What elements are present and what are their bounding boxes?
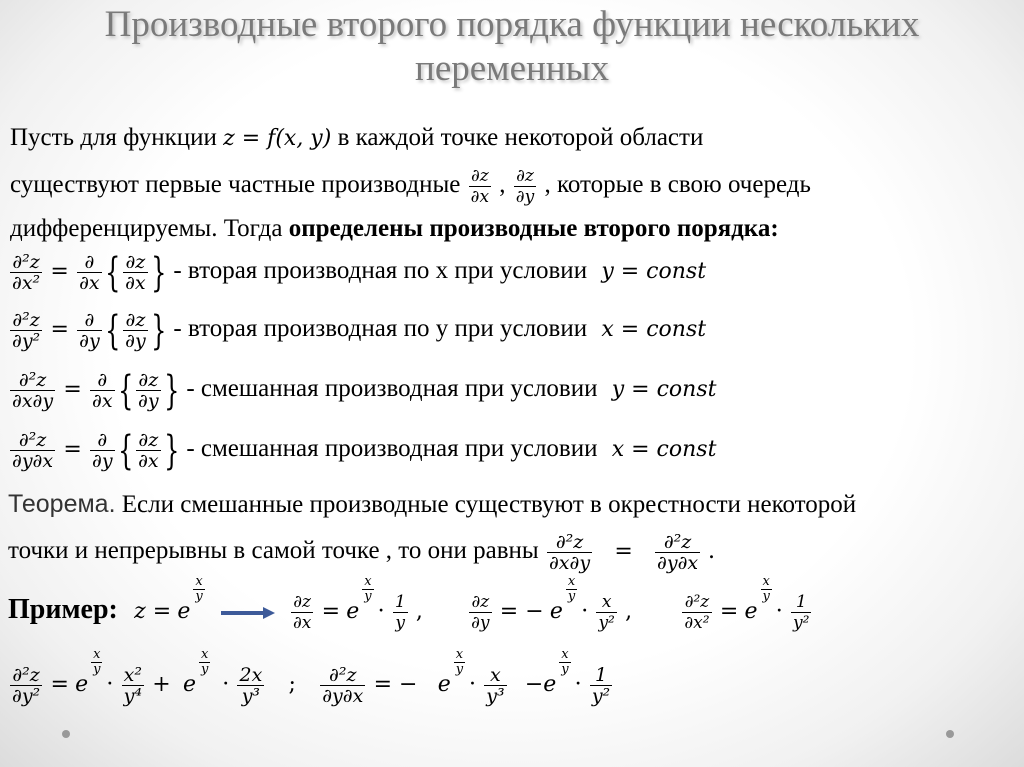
arrow-icon [221, 606, 275, 620]
dz-dy: $\frac{\partial z}{\partial y}$ [515, 166, 535, 207]
second-derivatives-line: $\frac{\text{∂²z}}{\text{∂y²}}$ = e $\frac{x}{y}$ · $\frac{\text{x²}}{\text{y⁴}}$ + e $\frac{x}{y}$ · $\frac{2x}{\text{y³}}$ ; $\frac{\text{∂²z}}{\partial y\partial x}$ = − e $\frac{x}{y}$ · $\frac{x}{\text{y³}}$ −e $\frac{x}{y}$ · $\frac{1}{\text{y²}}$ [12, 647, 611, 707]
theorem-line-2: точки и непрерывны в самой точке , то они равны $\frac{\text{∂²z}}{\partial x\partial y}$ = $\frac{\text{∂²z}}{\partial y\partial x}$ . [8, 531, 715, 574]
definition-row-1: $\frac{\text{∂²z}}{\text{∂x²}}$ = $\frac{\partial}{\partial x}$ { $\frac{\partial z}{\partial x}$ } - вторая производная по x при условии y = const [12, 249, 707, 296]
dz-dx: $\frac{\partial z}{\partial x}$ [470, 166, 490, 207]
definition-row-3: $\frac{\text{∂²z}}{\partial x\partial y}$ = $\frac{\partial}{\partial x}$ { $\frac{\partial z}{\partial y}$ } - смешанная производная при условии y = const [12, 367, 717, 414]
theorem-line-1: Теорема. Если смешанные производные существуют в окрестности некоторой [8, 490, 857, 518]
slide-bullet-right [946, 730, 954, 738]
intro-line-3: дифференцируемы. Тогда определены производные второго порядка: [10, 215, 779, 242]
definition-row-2: $\frac{\text{∂²z}}{\text{∂y²}}$ = $\frac{\partial}{\partial y}$ { $\frac{\partial z}{\partial y}$ } - вторая производная по y при условии x = const [12, 307, 707, 354]
slide-title: Производные второго порядка функции нескольких [104, 4, 920, 45]
intro-line-1: Пусть для функции z = f(x, y) в каждой точке некоторой области [10, 124, 704, 151]
definition-row-4: $\frac{\text{∂²z}}{\partial y\partial x}$ = $\frac{\partial}{\partial y}$ { $\frac{\partial z}{\partial x}$ } - смешанная производная при условии x = const [12, 427, 717, 474]
slide-title-line2: переменных [415, 48, 609, 89]
intro-line-2: существуют первые частные производные $\frac{\partial z}{\partial x}$ , $\frac{\partial z}{\partial y}$ , которые в свою очередь [10, 166, 811, 207]
slide-bullet-left [62, 730, 70, 738]
example-line: Пример: z = e $\frac{x}{y}$ $\frac{\partial z}{\partial x}$ = e $\frac{x}{y}$ · $\frac{1}{y}$ , $\frac{\partial z}{\partial y}$ = − e $\frac{x}{y}$ · $\frac{x}{\text{y²}}$ , $\frac{\text{∂²z}}{\text{∂x²}}$ = e $\frac{x}{y}$ · $\frac{1}{\text{y²}}$ [8, 574, 810, 633]
